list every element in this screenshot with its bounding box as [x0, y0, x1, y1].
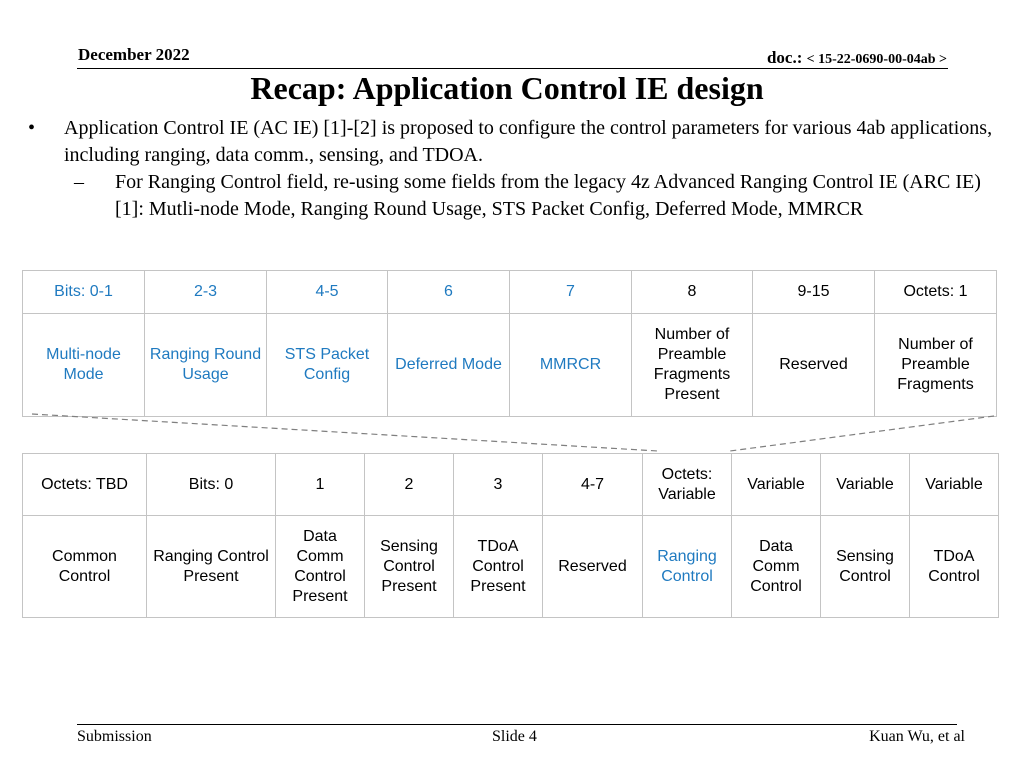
ac-ie-table [22, 453, 999, 618]
field-cell: Data Comm Control Present [276, 516, 365, 618]
field-cell: STS Packet Config [267, 314, 388, 417]
field-cell: Data Comm Control [732, 516, 821, 618]
field-cell: TDoA Control [910, 516, 999, 618]
field-cell: Deferred Mode [388, 314, 510, 417]
header-cell: 3 [454, 454, 543, 516]
field-cell: Common Control [23, 516, 147, 618]
header-cell: Bits: 0-1 [23, 271, 145, 314]
header-cell: 4-7 [543, 454, 643, 516]
header-cell: Variable [732, 454, 821, 516]
header-cell: 7 [510, 271, 632, 314]
slide-title: Recap: Application Control IE design [250, 70, 764, 106]
field-cell: Sensing Control [821, 516, 910, 618]
field-cell-ranging-control: Ranging Control [643, 516, 732, 618]
footer-submission: Submission [77, 728, 152, 745]
header-cell: 9-15 [753, 271, 875, 314]
header-cell: 8 [632, 271, 753, 314]
connector-line-right [730, 416, 994, 451]
header-cell: 4-5 [267, 271, 388, 314]
doc-number: < 15-22-0690-00-04ab > [806, 52, 947, 67]
table-header-row [23, 454, 999, 516]
field-cell: Ranging Control Present [147, 516, 276, 618]
field-cell: Multi-node Mode [23, 314, 145, 417]
header-cell: 6 [388, 271, 510, 314]
header-cell: 2 [365, 454, 454, 516]
header-cell: Variable [821, 454, 910, 516]
field-cell: Number of Preamble Fragments [875, 314, 997, 417]
header-cell: 2-3 [145, 271, 267, 314]
bullet-dot-icon: • [28, 117, 36, 139]
header-cell: Octets: Variable [643, 454, 732, 516]
header-cell: Variable [910, 454, 999, 516]
header-cell: 1 [276, 454, 365, 516]
bullet-dash-icon: – [74, 171, 84, 193]
bullet-text: Application Control IE (AC IE) [1]-[2] is proposed to configure the control parameters for various 4ab applications, including ranging, data comm., sensing, and TDOA. [64, 117, 993, 166]
field-cell: TDoA Control Present [454, 516, 543, 618]
field-cell: Number of Preamble Fragments Present [632, 314, 753, 417]
footer-slide-number: Slide 4 [492, 728, 537, 745]
header-date: December 2022 [78, 45, 190, 64]
header-cell: Octets: 1 [875, 271, 997, 314]
header-cell: Octets: TBD [23, 454, 147, 516]
field-cell: Reserved [753, 314, 875, 417]
connector-line-left [32, 414, 658, 451]
header-cell: Bits: 0 [147, 454, 276, 516]
field-cell: MMRCR [510, 314, 632, 417]
footer-author: Kuan Wu, et al [869, 728, 965, 745]
field-cell: Sensing Control Present [365, 516, 454, 618]
table-field-row [23, 516, 999, 618]
doc-prefix: doc.: [766, 48, 807, 67]
field-cell: Ranging Round Usage [145, 314, 267, 417]
field-cell: Reserved [543, 516, 643, 618]
bullet-text: For Ranging Control field, re-using some fields from the legacy 4z Advanced Ranging Control IE (ARC IE) [1]: Mutli-node Mode, Ranging Round Usage, STS Packet Config, Deferred Mode, MMRCR [115, 171, 981, 220]
footer-divider [77, 724, 957, 725]
